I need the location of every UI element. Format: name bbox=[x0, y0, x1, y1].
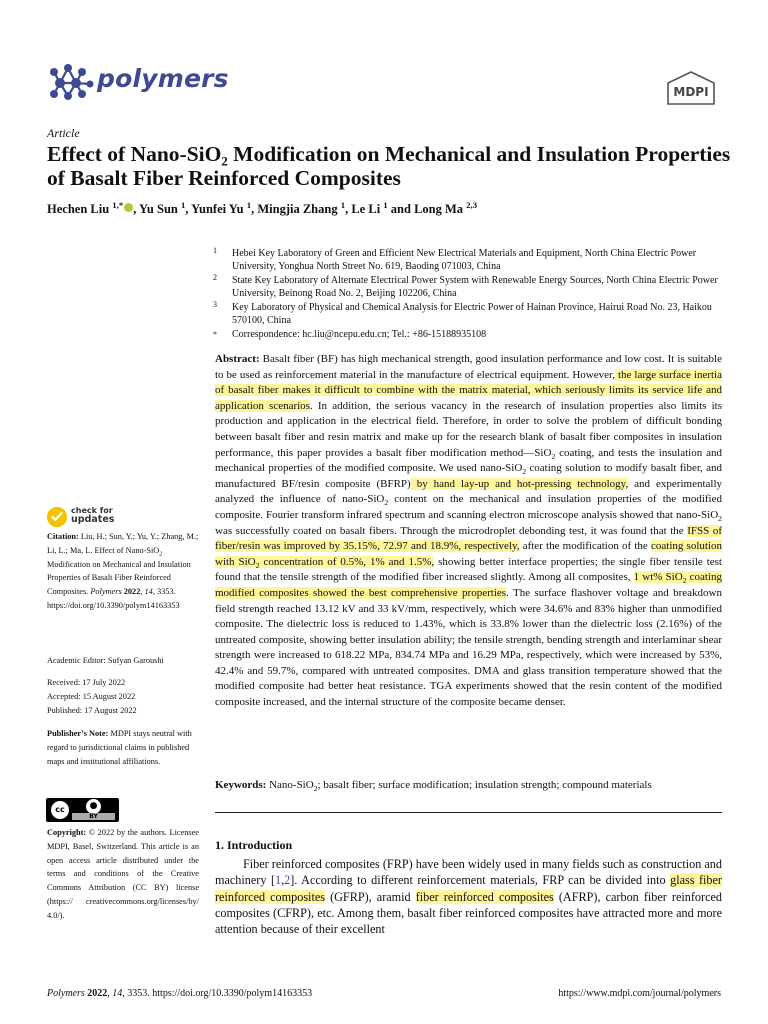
check-for-updates-label[interactable]: check for updates bbox=[71, 506, 115, 525]
publisher-name: MDPI bbox=[673, 85, 709, 99]
affiliation: 3 Key Laboratory of Physical and Chemical Analysis for Electric Power of Hainan Province, Hairui Road No. 23, Haikou 570100, China bbox=[213, 300, 712, 326]
section-heading: 1. Introduction bbox=[215, 838, 293, 852]
page-title: Effect of Nano-SiO₂ Modification on Mechanical and Insulation Properties of Basalt Fiber Reinforced Composites bbox=[47, 142, 731, 190]
keywords: Keywords: Nano-SiO$_2$; basalt fiber; surface modification; insulation strength; compound materials bbox=[215, 779, 652, 794]
introduction-paragraph: Fiber reinforced composites (FRP) have been widely used in many fields such as construction and machinery [1,2]. According to different reinforcement materials, FRP can be divided into glass fiber reinforced composites (GFRP), aramid fiber reinforced composites (AFRP), carbon fiber reinforced composites (CFRP), etc. Among them, basalt fiber reinforced composites have attracted more and more attention because of their excellent bbox=[215, 857, 722, 937]
author: Le Li bbox=[351, 202, 381, 216]
person-icon: ● bbox=[86, 799, 101, 814]
copyright: Copyright: © 2022 by the authors. Licensee MDPI, Basel, Switzerland. This article is an open access article distributed under the terms and conditions of the Creative Commons Attribution (CC BY) license (https:// creativecommons.org/licenses/by/ 4.0/). bbox=[47, 828, 199, 920]
divider bbox=[215, 812, 722, 813]
citation: Citation: Liu, H.; Sun, Y.; Yu, Y.; Zhang, M.; Li, L.; Ma, L. Effect of Nano-SiO$_2$ Modification on Mechanical and Insulation Properties of Basalt Fiber Reinforced Composites. Polymers 2022, 14, 3353. https://doi.org/10.3390/polym14163353 bbox=[47, 532, 199, 610]
cc-by-license-icon[interactable]: cc ● BY bbox=[46, 798, 119, 822]
orcid-icon[interactable] bbox=[124, 203, 133, 212]
author: Yunfei Yu bbox=[191, 202, 244, 216]
affiliation: 2 State Key Laboratory of Alternate Electrical Power System with Renewable Energy Sources, North China Electric Power University, Beinong Road No. 2, Beijing 102206, China bbox=[213, 273, 718, 299]
reference-link[interactable]: 1 bbox=[275, 873, 282, 888]
academic-editor: Academic Editor: Sufyan Garoushi bbox=[47, 656, 164, 665]
abstract: Abstract: Basalt fiber (BF) has high mechanical strength, good insulation performance and low cost. It is suitable to be used as reinforcement material in the manufacture of electrical equipment. However, the large surface inertia of basalt fiber makes it difficult to combine with the matrix material, which seriously limits its service life and application scenarios. In addition, the serious vacancy in the research of insulation properties also limits its production and application in the electrical field. Therefore, in order to solve the problem of difficult bonding between basalt fiber and resin matrix and make up for the research blank of basalt fiber composites in insulation performance, this paper provides a basalt fiber modification method—SiO$_2$ coating, and tests the insulation and mechanical properties of the modified composite. We used nano-SiO$_2$ coating solution to modify basalt fiber, and manufactured BF/resin composite (BFRP) by hand lay-up and hot-pressing technology, and experimentally analyzed the influence of nano-SiO$_2$ content on the mechanical and insulation properties of the modified composite. Fourier transform infrared spectrum and scanning electron microscope analysis showed that nano-SiO$_2$ was successfully coated on basalt fibers. Through the microdroplet debonding test, it was found that the IFSS of fiber/resin was improved by 35.15%, 72.97 and 18.9%, respectively, after the modification of the coating solution with SiO$_2$ concentration of 0.5%, 1% and 1.5%, showing better interface properties; the single fiber tensile test found that the tensile strength of the modified fiber increased slightly. Among all composites, 1 wt% SiO$_2$ coating modified composites showed the best comprehensive properties. The surface flashover voltage and breakdown field strength reached 13.12 kV and 33 kV/mm, respectively, which were 34.6% and 83% higher than unmodified composite. The dielectric loss is reduced to 1.43%, which is 33.8% lower than the dielectric loss (2.16%) of the untreated composite, showing better insulation ability; the tensile strength, bending strength and interlaminar shear strength were increased to 618.22 MPa, 834.74 MPa and 16.29 MPa, respectively, which were increased by 53%, 42.4% and 59.7%, compared with untreated composites. DMA and glass transition temperature showed that the modified composite had better heat resistance. TGA experiments showed that the resin content of the modified composite increased, and the internal structure of the composite became denser. bbox=[215, 353, 723, 709]
polymers-logo-icon bbox=[46, 62, 96, 102]
journal-url-link[interactable]: https://www.mdpi.com/journal/polymers bbox=[558, 988, 721, 999]
correspondence: * Correspondence: hc.liu@ncepu.edu.cn; Tel.: +86-15188935108 bbox=[213, 329, 487, 340]
author: Mingjia Zhang bbox=[257, 202, 338, 216]
dates: Received: 17 July 2022 Accepted: 15 August 2022 Published: 17 August 2022 bbox=[47, 678, 137, 715]
author-list: Hechen Liu $^{1,*}$ , Yu Sun $^1$, Yunfei Yu $^1$, Mingjia Zhang $^1$, Le Li $^1$ and Long Ma $^{2,3}$ bbox=[47, 199, 478, 216]
author: Hechen Liu bbox=[47, 202, 110, 216]
author: Yu Sun bbox=[139, 202, 178, 216]
affiliation: 1 Hebei Key Laboratory of Green and Efficient New Electrical Materials and Equipment, North China Electric Power University, Yonghua North Street No. 619, Baoding 071003, China bbox=[213, 246, 697, 272]
author: Long Ma bbox=[414, 202, 464, 216]
article-type: Article bbox=[47, 126, 80, 140]
mdpi-logo-icon bbox=[664, 70, 718, 106]
publishers-note: Publisher’s Note: MDPI stays neutral with regard to jurisdictional claims in published maps and institutional affiliations. bbox=[47, 729, 192, 766]
journal-name: polymers bbox=[97, 64, 229, 93]
affiliations bbox=[213, 247, 733, 342]
footer-citation: Polymers 2022, 14, 3353. https://doi.org/10.3390/polym14163353 bbox=[47, 988, 313, 999]
reference-link[interactable]: 2 bbox=[284, 873, 291, 888]
check-for-updates-icon[interactable] bbox=[46, 506, 68, 528]
